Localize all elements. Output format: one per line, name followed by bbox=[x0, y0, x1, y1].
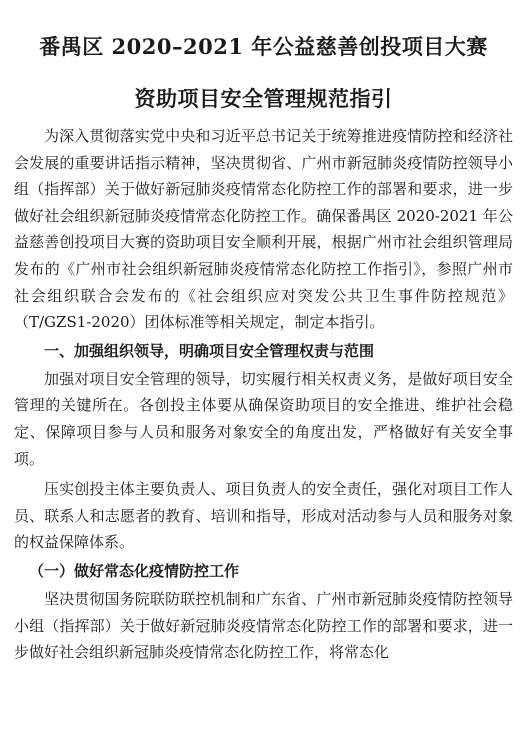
subsection-1-heading: （一）做好常态化疫情防控工作 bbox=[29, 561, 240, 580]
subsection-1-paragraph-1: 坚决贯彻国务院联防联控机制和广东省、广州市新冠肺炎疫情防控领导小组（指挥部）关于做好新冠肺炎疫情常态化防控工作的部署和要求，进一步做好社会组织新冠肺炎疫情常态化防控工作，将常态化 bbox=[14, 589, 513, 662]
document-title-line-1: 番禺区 2020–2021 年公益慈善创投项目大赛 bbox=[39, 34, 488, 59]
section-1-paragraph-2: 压实创投主体主要负责人、项目负责人的安全责任，强化对项目工作人员、联系人和志愿者的教育、培训和指导，形成对活动参与人员和服务对象的权益保障体系。 bbox=[14, 480, 513, 552]
section-1-heading: 一、加强组织领导，明确项目安全管理权责与范围 bbox=[44, 341, 375, 360]
document-title-line-2: 资助项目安全管理规范指引 bbox=[134, 86, 393, 111]
section-1-paragraph-1: 加强对项目安全管理的领导，切实履行相关权责义务，是做好项目安全管理的关键所在。各创投主体要从确保资助项目的安全推进、维护社会稳定、保障项目参与人员和服务对象安全的角度出发，严格做好有关安全事项。 bbox=[14, 369, 513, 468]
document-body bbox=[14, 123, 513, 666]
intro-paragraph: 为深入贯彻落实党中央和习近平总书记关于统筹推进疫情防控和经济社会发展的重要讲话指示精神，坚决贯彻省、广州市新冠肺炎疫情防控领导小组（指挥部）关于做好新冠肺炎疫情常态化防控工作的部署和要求，进一步做好社会组织新冠肺炎疫情常态化防控工作。确保番禺区 2020-2021 年公益慈善创投项目大赛的资助项目安全顺利开展，根据广州市社会组织管理局发布的《广州市社会组织新冠肺炎疫情常态化防控工作指引》，参照广州市社会组织联合会发布的《社会组织应对突发公共卫生事件防控规范》（T/GZS1-2020）团体标准等相关规定，制定本指引。 bbox=[14, 127, 513, 332]
